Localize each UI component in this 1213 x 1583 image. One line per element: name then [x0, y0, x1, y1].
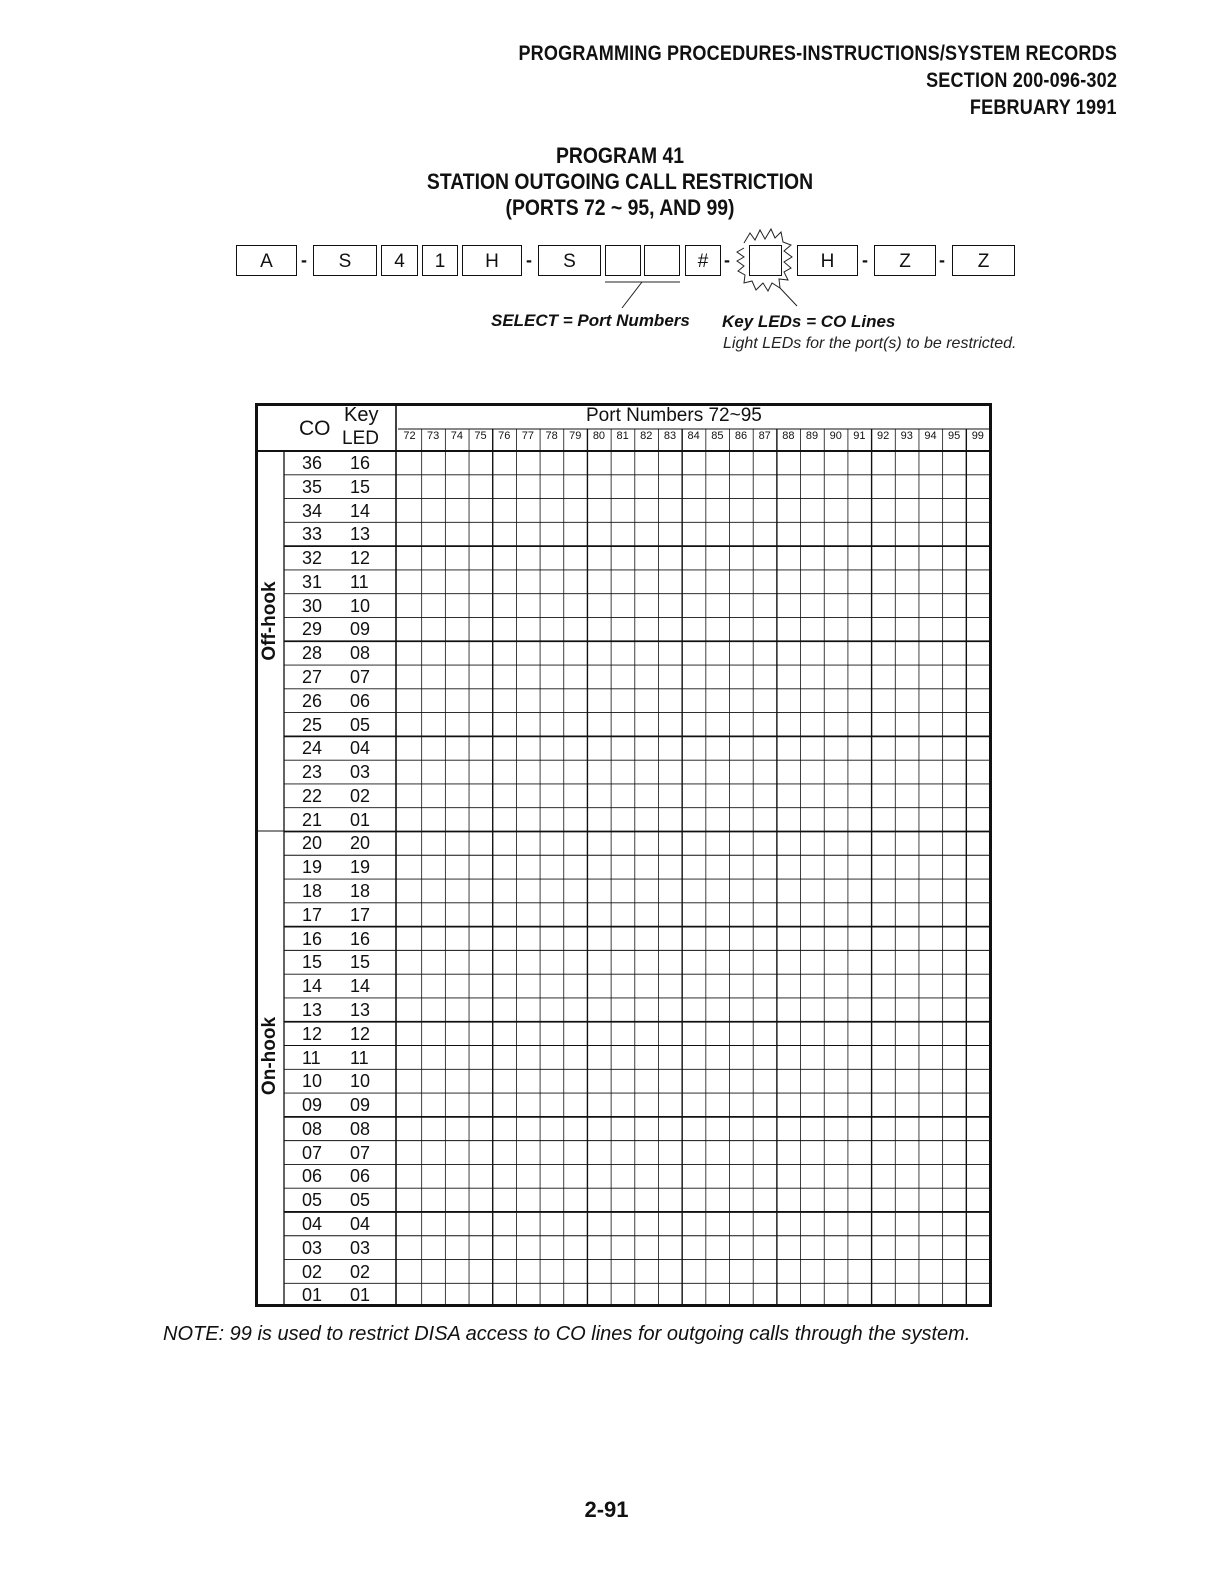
key-led-number: 16	[350, 928, 371, 949]
key-led-number: 01	[350, 1285, 371, 1306]
key-led-number: 15	[350, 476, 371, 497]
port-number-header: 82	[640, 430, 653, 442]
co-number: 21	[302, 809, 323, 830]
co-number: 23	[302, 762, 323, 783]
header-section: SECTION 200-096-302	[926, 69, 1117, 92]
ports-title: Port Numbers 72~95	[586, 405, 762, 426]
co-number: 15	[302, 952, 323, 973]
program-ports: (PORTS 72 ~ 95, AND 99)	[505, 195, 735, 220]
co-number: 16	[302, 928, 323, 949]
port-number-header: 85	[711, 430, 724, 442]
port-number-header: 83	[663, 430, 677, 442]
key-led-number: 03	[350, 762, 371, 783]
co-number: 36	[302, 453, 323, 473]
port-number-header: 72	[403, 430, 416, 442]
co-number: 07	[302, 1142, 323, 1163]
co-number: 24	[302, 738, 323, 759]
port-number-header: 80	[592, 430, 606, 442]
port-number-header: 84	[687, 430, 700, 442]
key-led-number: 19	[350, 857, 371, 878]
co-number: 18	[302, 881, 323, 902]
key-box-1: 1	[422, 245, 458, 276]
co-number: 29	[302, 619, 323, 640]
port-number-header: 88	[782, 430, 795, 442]
key-led-number: 20	[350, 833, 371, 854]
co-number: 06	[302, 1166, 323, 1187]
port-number-header: 90	[829, 430, 842, 442]
co-number: 04	[302, 1213, 323, 1234]
port-number-header: 99	[971, 430, 984, 442]
co-number: 26	[302, 690, 323, 711]
port-number-header: 73	[427, 430, 440, 442]
key-led-number: 05	[350, 1190, 371, 1211]
port-number-header: 76	[498, 430, 511, 442]
key-dash: -	[526, 250, 532, 270]
port-number-header: 92	[876, 430, 890, 442]
co-number: 11	[302, 1047, 321, 1068]
co-number: 08	[302, 1118, 323, 1139]
port-number-header: 94	[924, 430, 937, 442]
key-led-number: 18	[350, 881, 371, 902]
key-dash: -	[939, 250, 945, 270]
select-label: SELECT = Port Numbers	[491, 311, 690, 330]
footnote: NOTE: 99 is used to restrict DISA access to CO lines for outgoing calls through the system.	[163, 1323, 971, 1345]
co-header: CO	[299, 417, 331, 440]
key-box-z2: Z	[952, 245, 1015, 276]
led-header: LED	[342, 428, 379, 449]
key-header: Key	[344, 404, 379, 426]
key-led-number: 08	[350, 643, 371, 664]
co-number: 19	[302, 857, 323, 878]
port-number-header: 77	[521, 430, 535, 442]
key-led-number: 12	[350, 1023, 371, 1044]
port-number-header: 75	[474, 430, 487, 442]
port-number-header: 87	[758, 430, 771, 442]
port-number-header: 91	[853, 430, 866, 442]
co-number: 13	[302, 999, 323, 1020]
key-dash: -	[301, 250, 307, 270]
key-dash: -	[724, 250, 730, 270]
offhook-label: Off-hook	[259, 581, 280, 661]
key-led-number: 06	[350, 690, 371, 711]
key-led-number: 14	[350, 976, 371, 997]
key-led-number: 07	[350, 1142, 371, 1163]
co-number: 14	[302, 976, 323, 997]
port-number-header: 79	[569, 430, 582, 442]
port-number-header: 81	[616, 430, 629, 442]
onhook-label: On-hook	[259, 1016, 280, 1096]
co-number: 35	[302, 476, 323, 497]
key-led-number: 04	[350, 738, 371, 759]
light-leds-instruction: Light LEDs for the port(s) to be restricted.	[723, 335, 1017, 352]
key-box-s2: S	[538, 245, 601, 276]
co-number: 02	[302, 1261, 323, 1282]
co-number: 01	[302, 1285, 323, 1306]
key-led-number: 06	[350, 1166, 371, 1187]
keyled-label: Key LEDs = CO Lines	[722, 312, 896, 331]
key-led-number: 09	[350, 1095, 371, 1116]
co-number: 05	[302, 1190, 323, 1211]
program-number: PROGRAM 41	[555, 143, 685, 168]
key-led-number: 11	[350, 1047, 369, 1068]
key-led-number: 09	[350, 619, 371, 640]
co-number: 27	[302, 667, 323, 688]
program-title: STATION OUTGOING CALL RESTRICTION	[426, 169, 814, 194]
co-number: 28	[302, 643, 323, 664]
port-number-header: 74	[450, 430, 463, 442]
key-box-h2: H	[797, 245, 858, 276]
key-led-number: 05	[350, 714, 371, 735]
key-led-number: 15	[350, 952, 371, 973]
key-led-number: 13	[350, 524, 371, 545]
co-number: 12	[302, 1023, 323, 1044]
key-led-number: 02	[350, 1261, 371, 1282]
co-number: 17	[302, 904, 323, 925]
key-box-h: H	[462, 245, 522, 276]
co-number: 25	[302, 714, 323, 735]
key-box-a: A	[236, 245, 297, 276]
key-led-number: 16	[350, 453, 371, 473]
co-number: 20	[302, 833, 323, 854]
key-led-number: 11	[350, 571, 369, 592]
key-led-number: 07	[350, 667, 371, 688]
key-led-number: 13	[350, 999, 371, 1020]
key-led-number: 17	[350, 904, 371, 925]
co-number: 31	[302, 571, 323, 592]
co-number: 32	[302, 548, 323, 569]
co-number: 10	[302, 1071, 323, 1092]
port-number-header: 86	[734, 430, 748, 442]
key-dash: -	[862, 250, 868, 270]
port-number-header: 95	[948, 430, 961, 442]
key-led-number: 01	[350, 809, 371, 830]
key-led-number: 14	[350, 500, 371, 521]
key-box-s: S	[313, 245, 377, 276]
key-led-number: 10	[350, 595, 371, 616]
co-number: 33	[302, 524, 323, 545]
key-led-number: 10	[350, 1071, 371, 1092]
header-line-1: PROGRAMMING PROCEDURES-INSTRUCTIONS/SYSTEM RECORDS	[518, 42, 1117, 65]
key-led-number: 04	[350, 1213, 371, 1234]
co-number: 22	[302, 785, 323, 806]
co-number: 30	[302, 595, 323, 616]
co-number: 09	[302, 1095, 323, 1116]
header-date: FEBRUARY 1991	[970, 96, 1117, 119]
co-number: 34	[302, 500, 323, 521]
key-box-4: 4	[381, 245, 418, 276]
key-led-number: 03	[350, 1237, 371, 1258]
key-led-number: 02	[350, 785, 371, 806]
co-number: 03	[302, 1237, 323, 1258]
key-box-hash: #	[685, 245, 721, 276]
port-number-header: 89	[805, 430, 819, 442]
port-number-header: 78	[545, 430, 558, 442]
key-led-number: 12	[350, 548, 371, 569]
key-led-number: 08	[350, 1118, 371, 1139]
key-box-z1: Z	[874, 245, 936, 276]
port-number-header: 93	[900, 430, 913, 442]
page-number: 2-91	[584, 1497, 629, 1522]
